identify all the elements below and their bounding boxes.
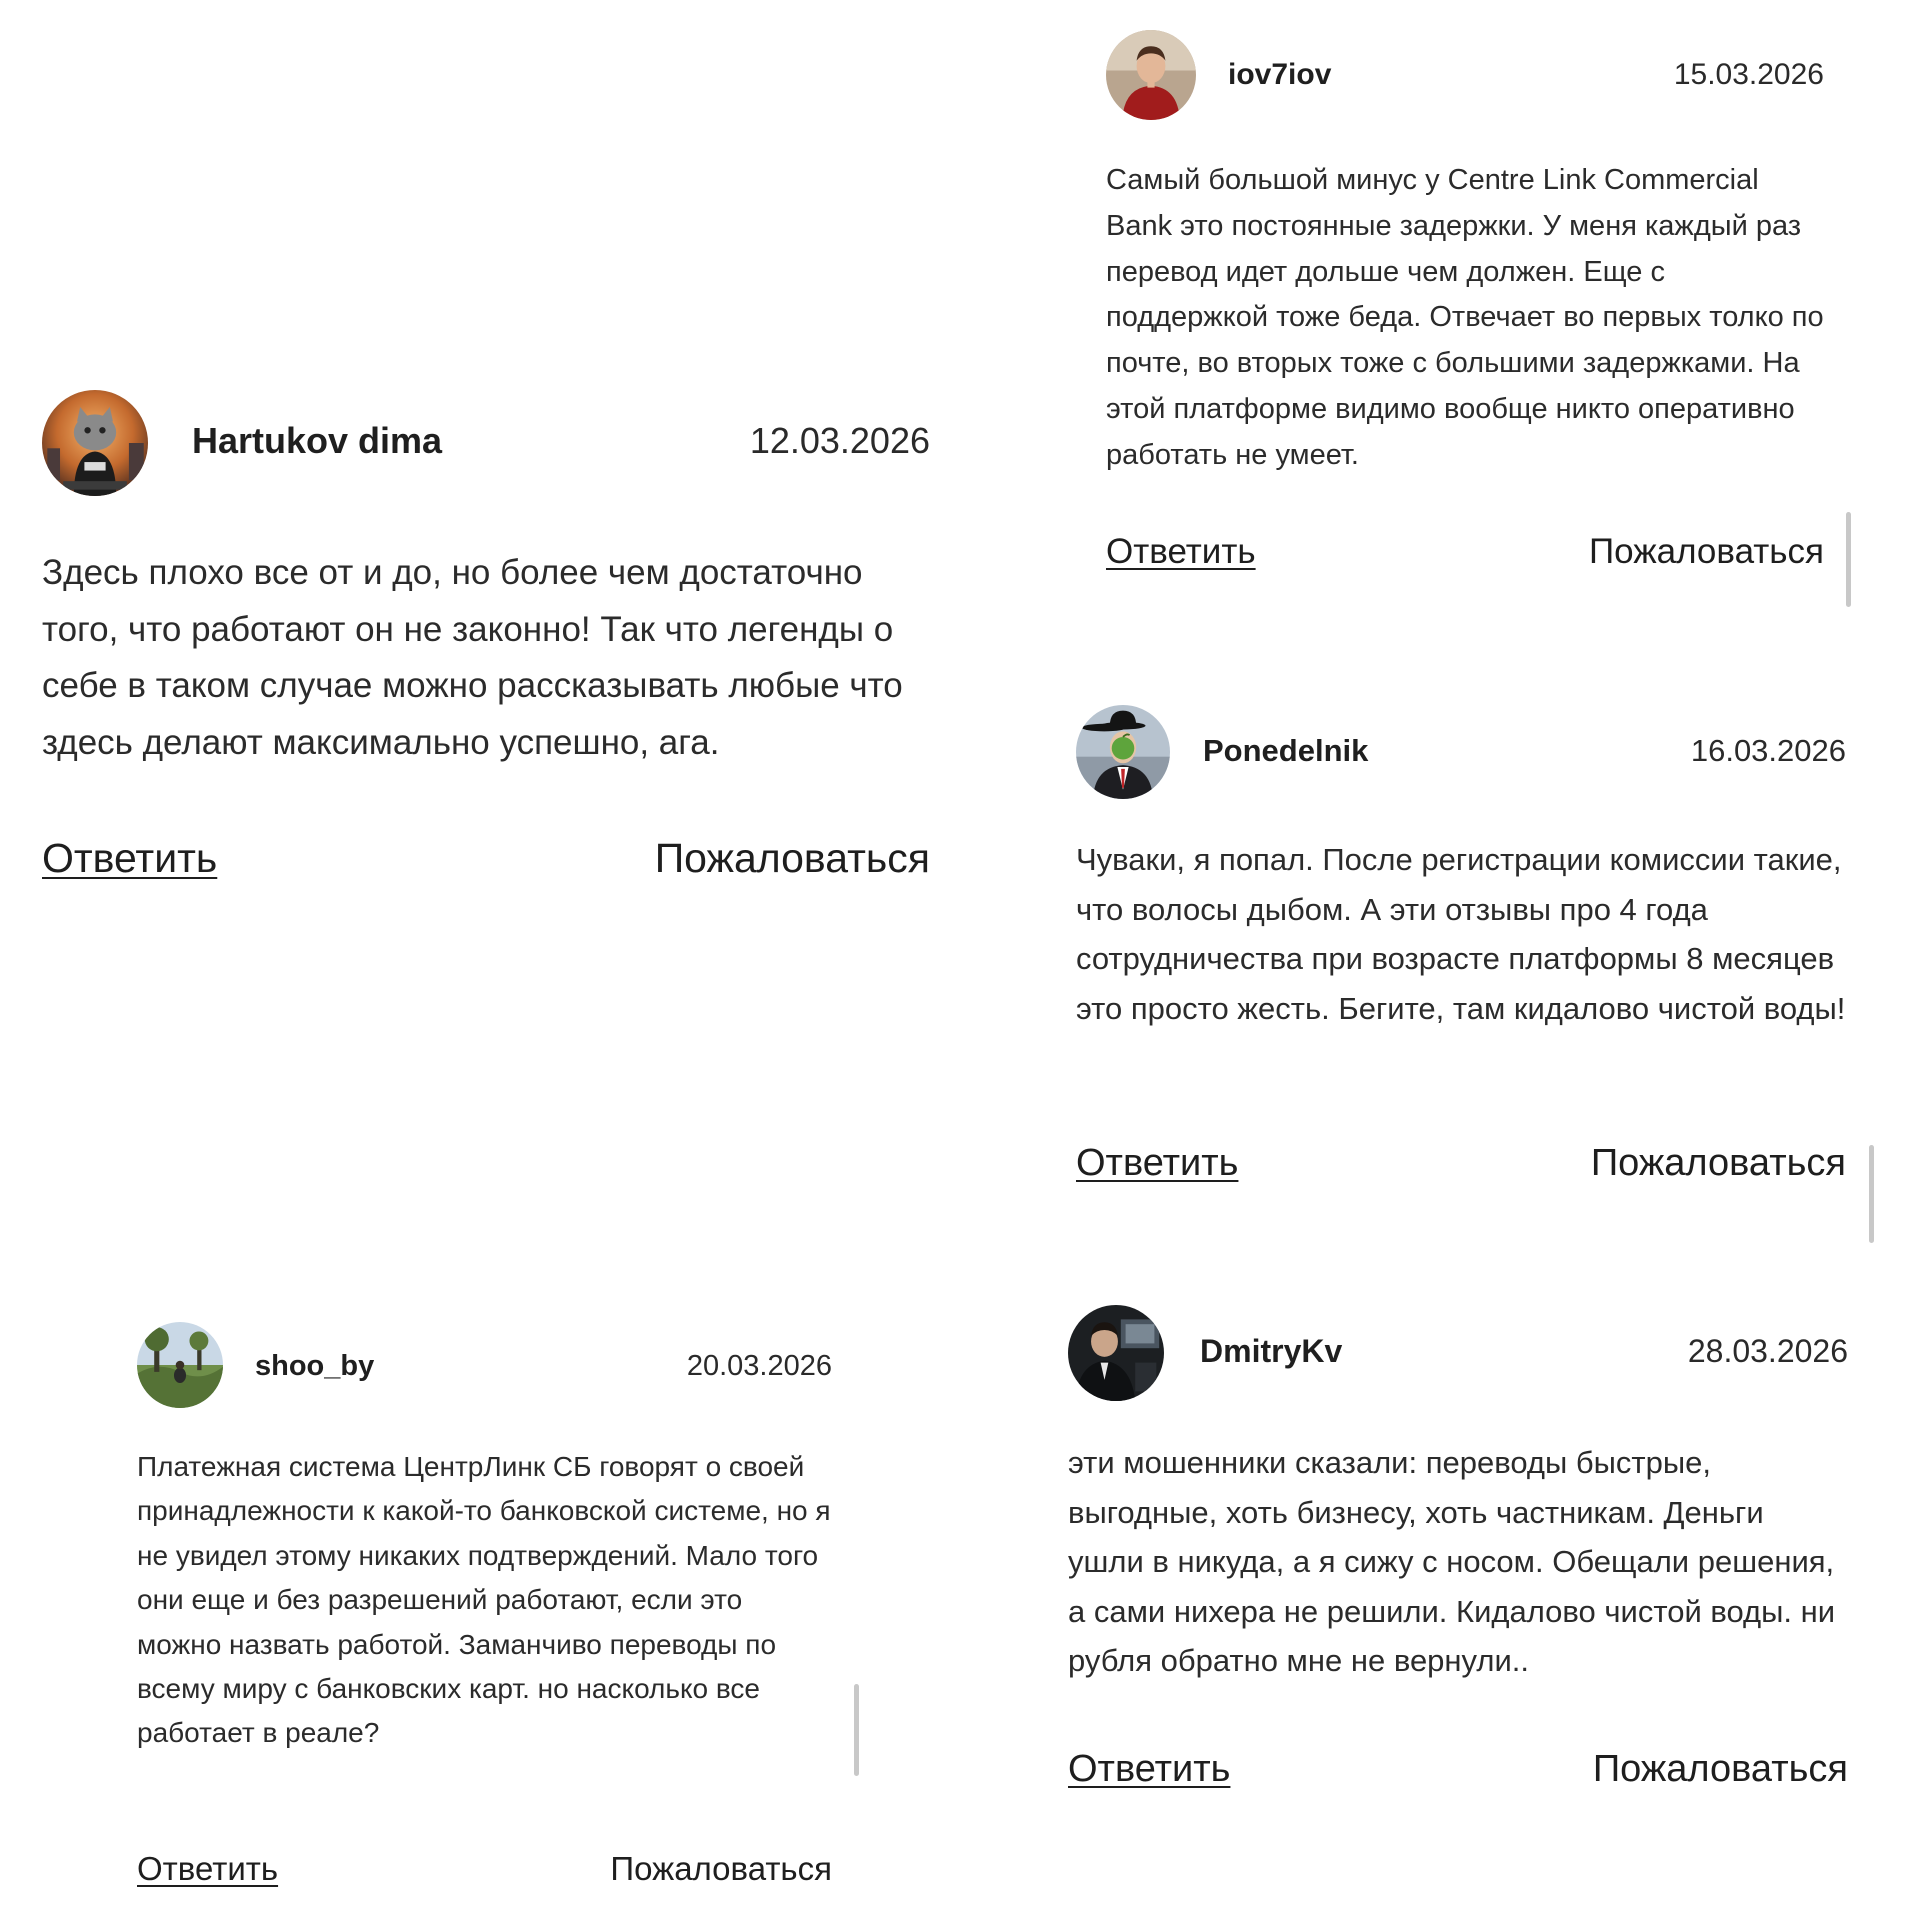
scrollbar-thumb[interactable] <box>1846 512 1851 607</box>
review-text: Чуваки, я попал. После регистрации комиссии такие, что волосы дыбом. А эти отзывы про 4 года сотрудничества при возрасте платформы 8 месяцев это просто жесть. Бегите, там кидалово чистой воды! <box>1076 842 1846 1026</box>
cat-avatar-icon[interactable] <box>42 390 148 496</box>
report-link[interactable]: Пожаловаться <box>1592 1748 1848 1790</box>
review-card <box>1076 705 1846 1245</box>
review-date: 20.03.2026 <box>686 1350 832 1382</box>
report-link[interactable]: Пожаловаться <box>610 1850 832 1887</box>
review-actions <box>1076 1142 1846 1202</box>
review-username[interactable]: Hartukov dima <box>192 420 443 461</box>
review-text: эти мошенники сказали: переводы быстрые, выгодные, хоть бизнесу, хоть частникам. Деньги ушли в никуда, а я сижу с носом. Обещали решения, а сами нихера не решили. Кидалово чистой воды. ни рубля обратно мне не вернули.. <box>1068 1445 1836 1678</box>
review-text: Самый большой минус у Centre Link Commercial Bank это постоянные задержки. У меня каждый раз перевод идет дольше чем должен. Еще с поддержкой тоже беда. Отвечает во первых толко по почте, во вторых тоже с большими задержками. На этой платформе видимо вообще никто оперативно работать не умеет. <box>1106 164 1824 471</box>
reply-link[interactable]: Ответить <box>1076 1142 1239 1184</box>
review-actions <box>1106 532 1824 592</box>
reply-link[interactable]: Ответить <box>1068 1748 1231 1790</box>
report-link[interactable]: Пожаловаться <box>1590 1142 1846 1184</box>
review-username[interactable]: DmitryKv <box>1200 1333 1343 1369</box>
review-actions <box>42 835 930 895</box>
review-card <box>137 1322 832 1912</box>
scrollbar-thumb[interactable] <box>854 1684 859 1776</box>
scrollbar-thumb[interactable] <box>1869 1145 1874 1243</box>
review-text: Здесь плохо все от и до, но более чем достаточно того, что работают он не законно! Так что легенды о себе в таком случае можно рассказывать любые что здесь делают максимально успешно, ага. <box>42 553 903 762</box>
review-date: 28.03.2026 <box>1687 1333 1848 1369</box>
review-text: Платежная система ЦентрЛинк СБ говорят о своей принадлежности к какой-то банковской системе, но я не увидел этому никаких подтверждений. Мало того они еще и без разрешений работают, если это можно назвать работой. Заманчиво переводы по всему миру с банковских карт. но насколько все работает в реале? <box>137 1451 831 1749</box>
review-date: 16.03.2026 <box>1690 733 1846 768</box>
person-photo-avatar-icon[interactable] <box>1106 30 1196 120</box>
reply-link[interactable]: Ответить <box>1106 532 1256 571</box>
review-card <box>1106 30 1824 620</box>
review-card <box>1068 1305 1848 1810</box>
report-link[interactable]: Пожаловаться <box>1588 532 1824 571</box>
reply-link[interactable]: Ответить <box>137 1850 279 1887</box>
review-card <box>42 390 930 910</box>
bowler-hat-apple-avatar-icon[interactable] <box>1076 705 1170 799</box>
review-username[interactable]: shoo_by <box>255 1350 375 1382</box>
review-username[interactable]: iov7iov <box>1228 58 1332 91</box>
review-username[interactable]: Ponedelnik <box>1203 733 1369 768</box>
report-link[interactable]: Пожаловаться <box>654 835 930 881</box>
review-actions <box>137 1850 832 1905</box>
review-date: 15.03.2026 <box>1673 58 1824 91</box>
reply-link[interactable]: Ответить <box>42 835 218 881</box>
landscape-photo-avatar-icon[interactable] <box>137 1322 223 1408</box>
review-actions <box>1068 1748 1848 1808</box>
car-interior-photo-avatar-icon[interactable] <box>1068 1305 1164 1401</box>
review-date: 12.03.2026 <box>749 420 930 461</box>
